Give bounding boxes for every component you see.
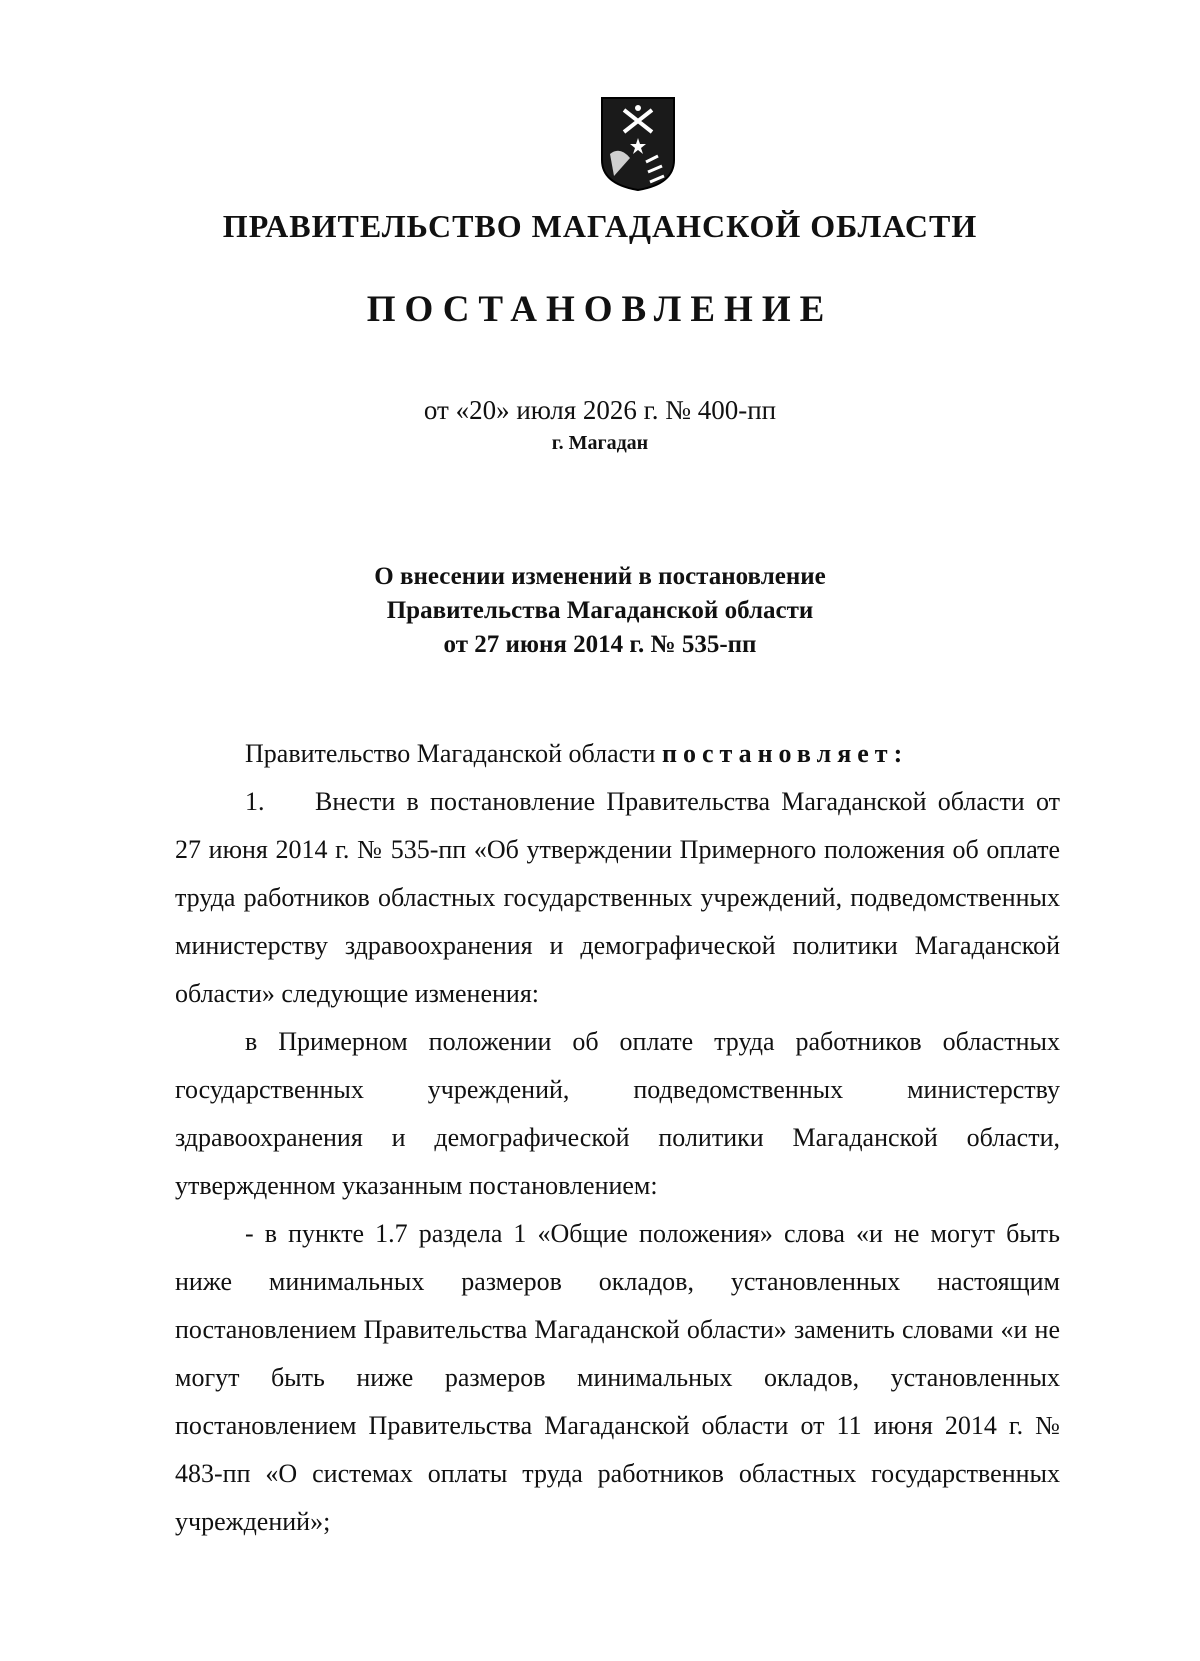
document-date-number: от «20» июля 2026 г. № 400-пп bbox=[423, 395, 777, 425]
intro-verb: постановляет: bbox=[661, 739, 909, 768]
item-number: 1. bbox=[245, 787, 265, 816]
subject-line: от 27 июня 2014 г. № 535-пп bbox=[443, 631, 757, 658]
paragraph: - в пункте 1.7 раздела 1 «Общие положения» слова «и не могут быть ниже минимальных размеров окладов, установленных настоящим постановлением Правительства Магаданской области» заменить словами «и не могут быть ниже размеров минимальных окладов, установленных постановлением Правительства Магаданской области от 11 июня 2014 г. № 483-пп «О системах оплаты труда работников областных государственных учреждений»; bbox=[175, 1219, 1060, 1536]
document-body bbox=[175, 730, 1060, 1546]
intro-paragraph bbox=[175, 730, 1060, 778]
item-1-paragraph bbox=[175, 778, 1060, 1018]
intro-text: Правительство Магаданской области bbox=[245, 739, 656, 768]
government-name: ПРАВИТЕЛЬСТВО МАГАДАНСКОЙ ОБЛАСТИ bbox=[222, 208, 978, 244]
document-city: г. Магадан bbox=[551, 432, 649, 454]
document-type: ПОСТАНОВЛЕНИЕ bbox=[366, 289, 834, 330]
subject-line: Правительства Магаданской области bbox=[386, 597, 814, 624]
paragraph: в Примерном положении об оплате труда работников областных государственных учреждений, подведомственных министерству здравоохранения и демографической политики Магаданской области, утвержденном указанным постановлением: bbox=[175, 1027, 1060, 1200]
coat-of-arms-icon bbox=[600, 96, 676, 192]
item-text: Внести в постановление Правительства Магаданской области от 27 июня 2014 г. № 535-пп «Об утверждении Примерного положения об оплате труда работников областных государственных учреждений, подведомственных министерству здравоохранения и демографической политики Магаданской области» следующие изменения: bbox=[175, 787, 1060, 1008]
document-subject bbox=[0, 560, 1200, 662]
subject-line: О внесении изменений в постановление bbox=[374, 563, 826, 590]
